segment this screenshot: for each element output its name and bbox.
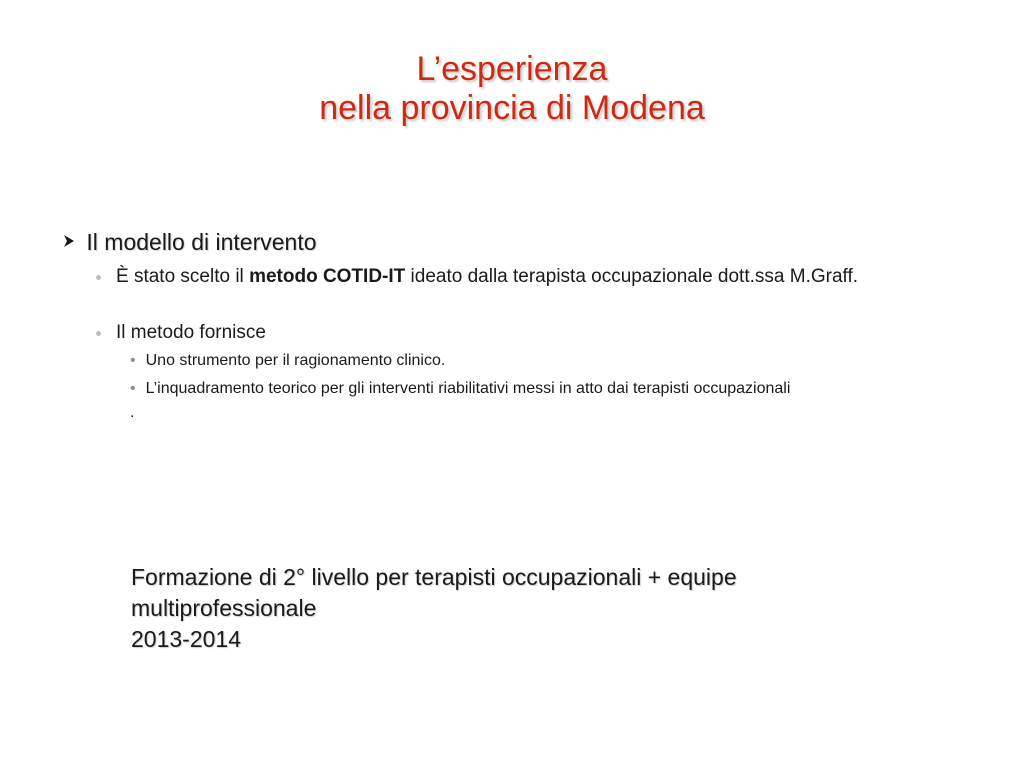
bullet-level2-item2 bbox=[96, 322, 956, 344]
stray-period: . bbox=[130, 404, 135, 421]
level2-item1-suffix: ideato dalla terapista occupazionale dott.ssa M.Graff. bbox=[405, 266, 859, 287]
formation-block bbox=[131, 562, 737, 655]
title-line-2: nella provincia di Modena bbox=[319, 89, 705, 127]
dot-bullet-icon bbox=[96, 331, 101, 336]
sub-bullet-icon: • bbox=[130, 380, 136, 397]
sub-bullet-icon: • bbox=[130, 352, 136, 369]
dot-bullet-icon bbox=[96, 275, 101, 280]
level3-item2-text: L’inquadramento teorico per gli interventi riabilitativi messi in atto dai terapisti occupazionali bbox=[145, 380, 791, 397]
bullet-level2-item1 bbox=[96, 266, 956, 288]
level2-item1-prefix: È stato scelto il bbox=[116, 266, 250, 287]
arrow-bullet-icon bbox=[62, 234, 80, 248]
bullet-level1 bbox=[62, 228, 317, 256]
formation-line-2: multiprofessionale bbox=[131, 595, 317, 621]
level2-item1-bold: metodo COTID-IT bbox=[249, 266, 406, 287]
formation-line-1: Formazione di 2° livello per terapisti occupazionali + equipe bbox=[131, 564, 737, 590]
level2-item1-text bbox=[116, 266, 956, 288]
bullet-level3-item1 bbox=[130, 351, 445, 371]
bullet-level3-item2 bbox=[130, 379, 790, 399]
level3-item1-text: Uno strumento per il ragionamento clinico. bbox=[145, 352, 446, 369]
formation-line-3: 2013-2014 bbox=[131, 626, 241, 652]
title-line-1: L’esperienza bbox=[416, 50, 608, 88]
level2-item2-text: Il metodo fornisce bbox=[116, 322, 266, 343]
level1-text: Il modello di intervento bbox=[86, 229, 317, 255]
slide-title bbox=[0, 50, 1024, 128]
